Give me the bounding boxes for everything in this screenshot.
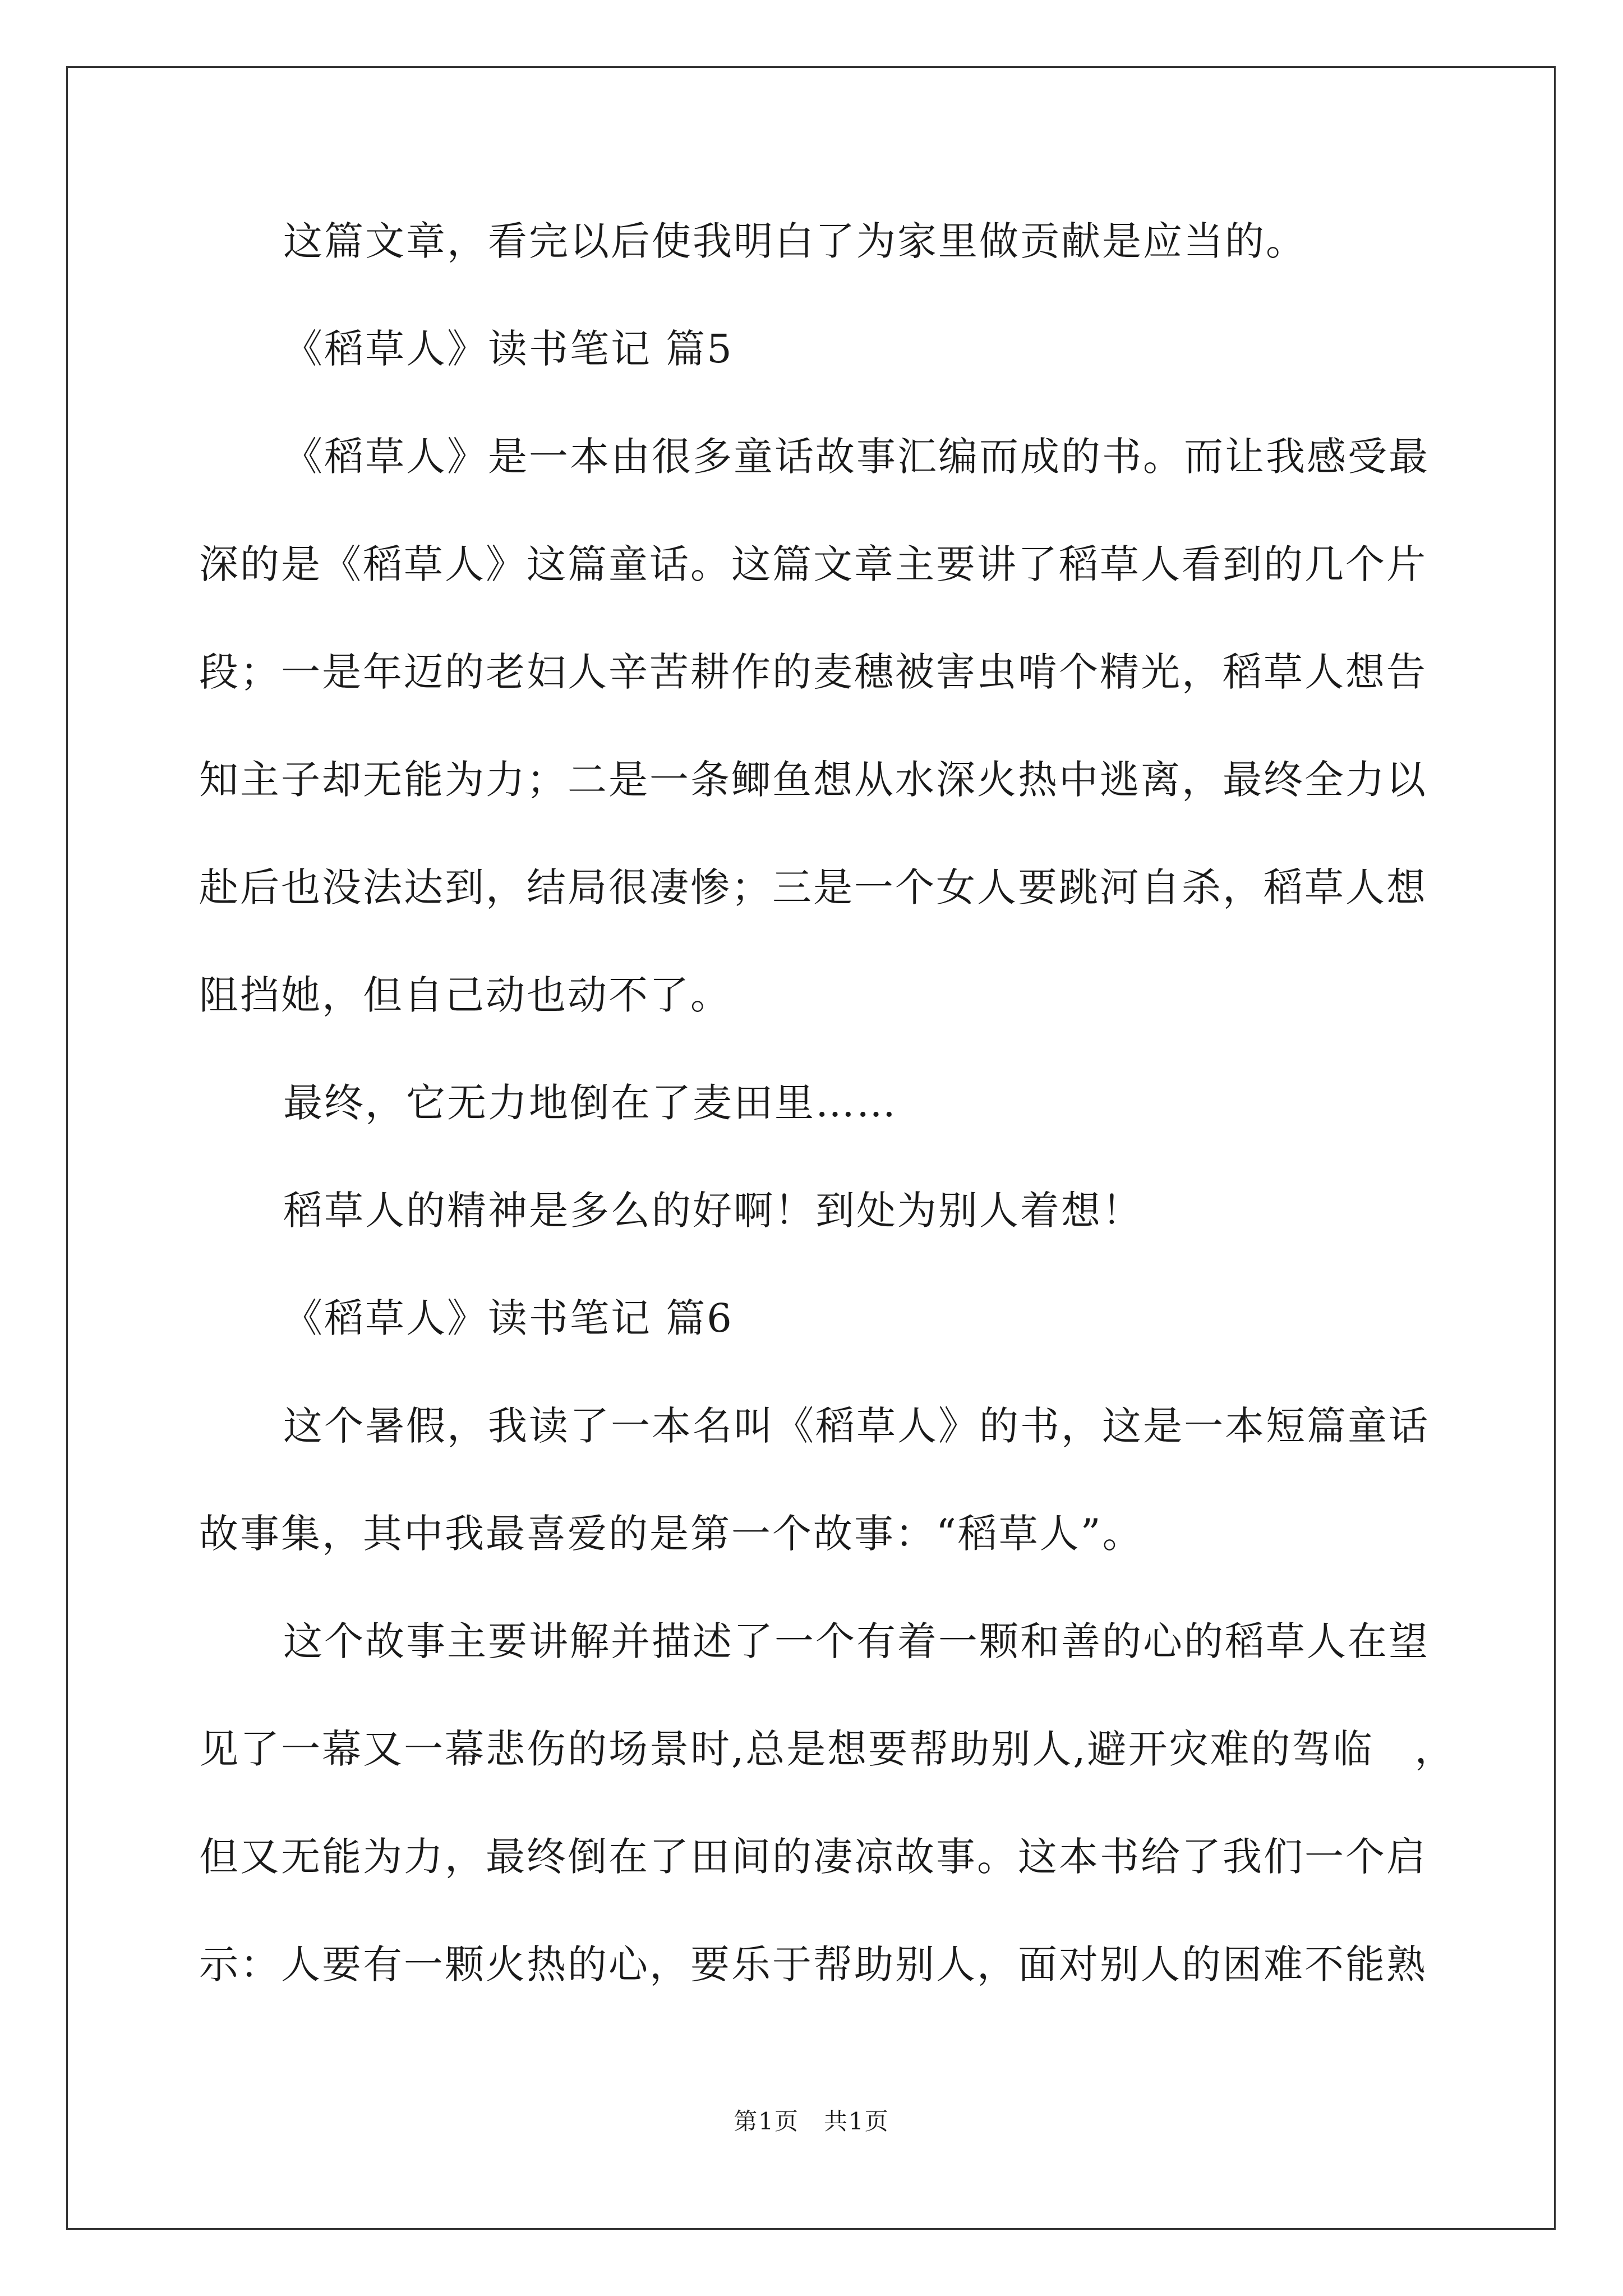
paragraph-line: 见了一幕又一幕悲伤的场景时,总是想要帮助别人,避开灾难的驾临 ，	[199, 1726, 1456, 1772]
paragraph-line: 示：人要有一颗火热的心，要乐于帮助别人，面对别人的困难不能熟	[199, 1941, 1427, 1987]
paragraph-line: 这篇文章，看完以后使我明白了为家里做贡献是应当的。	[283, 218, 1307, 264]
paragraph-line: 这个故事主要讲解并描述了一个有着一颗和善的心的稻草人在望	[283, 1618, 1430, 1664]
page-footer: 第1页 共1页	[734, 2108, 889, 2135]
paragraph-line: 阻挡她，但自己动也动不了。	[199, 972, 731, 1018]
page-border	[66, 66, 1556, 2230]
paragraph-line: 《稻草人》是一本由很多童话故事汇编而成的书。而让我感受最	[283, 434, 1430, 480]
section-heading: 《稻草人》读书笔记 篇6	[283, 1295, 734, 1341]
section-heading: 《稻草人》读书笔记 篇5	[283, 326, 734, 372]
paragraph-line: 段；一是年迈的老妇人辛苦耕作的麦穗被害虫啃个精光，稻草人想告	[199, 649, 1427, 695]
paragraph-line: 知主子却无能为力；二是一条鲫鱼想从水深火热中逃离，最终全力以	[199, 757, 1427, 803]
paragraph-line: 这个暑假，我读了一本名叫《稻草人》的书，这是一本短篇童话	[283, 1403, 1430, 1449]
paragraph-line: 深的是《稻草人》这篇童话。这篇文章主要讲了稻草人看到的几个片	[199, 541, 1427, 587]
paragraph-line: 但又无能为力，最终倒在了田间的凄凉故事。这本书给了我们一个启	[199, 1834, 1427, 1880]
paragraph-line: 稻草人的精神是多么的好啊！到处为别人着想！	[283, 1188, 1143, 1234]
paragraph-line: 最终，它无力地倒在了麦田里……	[283, 1080, 897, 1126]
paragraph-line: 故事集，其中我最喜爱的是第一个故事：“稻草人”。	[199, 1511, 1144, 1557]
paragraph-line: 赴后也没法达到，结局很凄惨；三是一个女人要跳河自杀，稻草人想	[199, 864, 1427, 910]
